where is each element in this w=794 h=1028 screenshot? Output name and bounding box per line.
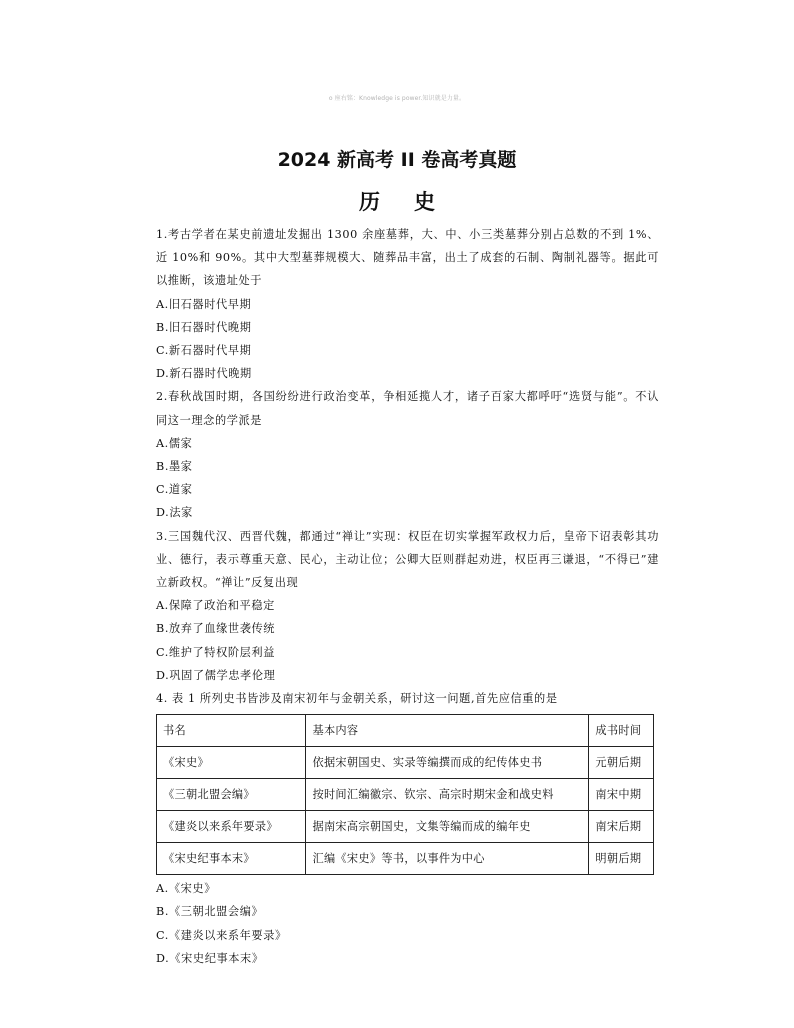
option-a: A.儒家	[156, 436, 193, 450]
table-cell: 据南宋高宗朝国史，文集等编而成的编年史	[306, 811, 589, 843]
option-d: D.法家	[156, 506, 193, 520]
option-d: D.新石器时代晚期	[156, 367, 252, 381]
table-cell: 汇编《宋史》等书，以事件为中心	[306, 843, 589, 875]
option-c: C.维护了特权阶层利益	[156, 645, 276, 659]
option-d: D.《宋史纪事本末》	[156, 951, 264, 965]
option-b: B.放弃了血缘世袭传统	[156, 622, 276, 636]
table-cell: 南宋后期	[589, 811, 654, 843]
table-header-cell: 书名	[157, 715, 306, 747]
question-list	[156, 223, 659, 970]
table-cell: 依据宋朝国史、实录等编撰而成的纪传体史书	[306, 747, 589, 779]
table-cell: 《建炎以来系年要录》	[157, 811, 306, 843]
table-cell: 《三朝北盟会编》	[157, 779, 306, 811]
table-cell: 南宋中期	[589, 779, 654, 811]
question-3	[156, 525, 659, 687]
history-books-table	[156, 714, 654, 875]
question-2	[156, 385, 659, 524]
table-header-cell: 基本内容	[306, 715, 589, 747]
table-cell: 按时间汇编徽宗、钦宗、高宗时期宋金和战史料	[306, 779, 589, 811]
table-cell: 明朝后期	[589, 843, 654, 875]
option-d: D.巩固了儒学忠孝伦理	[156, 668, 276, 682]
table-row	[157, 779, 654, 811]
table-cell: 元朝后期	[589, 747, 654, 779]
page-title: 2024 新高考 II 卷高考真题	[277, 149, 517, 171]
question-stem: 4. 表 1 所列史书皆涉及南宋初年与金朝关系，研讨这一问题,首先应信重的是	[156, 692, 558, 706]
option-c: C.道家	[156, 483, 193, 497]
table-header-cell: 成书时间	[589, 715, 654, 747]
option-b: B.《三朝北盟会编》	[156, 905, 264, 919]
option-c: C.新石器时代早期	[156, 344, 252, 358]
option-b: B.旧石器时代晚期	[156, 320, 252, 334]
table-cell: 《宋史》	[157, 747, 306, 779]
question-1	[156, 223, 659, 385]
table-cell: 《宋史纪事本末》	[157, 843, 306, 875]
question-stem: 2.春秋战国时期，各国纷纷进行政治变革，争相延揽人才，诸子百家大都呼吁“选贤与能”。不认同这一理念的学派是	[156, 390, 659, 427]
question-stem: 1.考古学者在某史前遗址发掘出 1300 余座墓葬，大、中、小三类墓葬分别占总数的不到 1%、近 10%和 90%。其中大型墓葬规模大、随葬品丰富，出土了成套的石制、陶制礼器等。据此可以推断，该遗址处于	[156, 228, 659, 288]
question-stem: 3.三国魏代汉、西晋代魏，都通过“禅让”实现：权臣在切实掌握军政权力后，皇帝下诏表彰其功业、德行，表示尊重天意、民心，主动让位；公卿大臣则群起劝进，权臣再三谦退，“不得已”建立新政权。“禅让”反复出现	[156, 529, 659, 590]
option-b: B.墨家	[156, 460, 193, 474]
question-4	[156, 687, 659, 970]
table-row	[157, 747, 654, 779]
subject-heading: 历史	[359, 190, 469, 214]
table-row	[157, 811, 654, 843]
table-row	[157, 843, 654, 875]
option-a: A.《宋史》	[156, 882, 216, 896]
option-c: C.《建炎以来系年要录》	[156, 928, 287, 942]
option-a: A.旧石器时代早期	[156, 297, 252, 311]
watermark-motto: o 座右铭：Knowledge is power.知识就是力量。	[328, 95, 466, 102]
option-a: A.保障了政治和平稳定	[156, 599, 275, 613]
table-header-row	[157, 715, 654, 747]
